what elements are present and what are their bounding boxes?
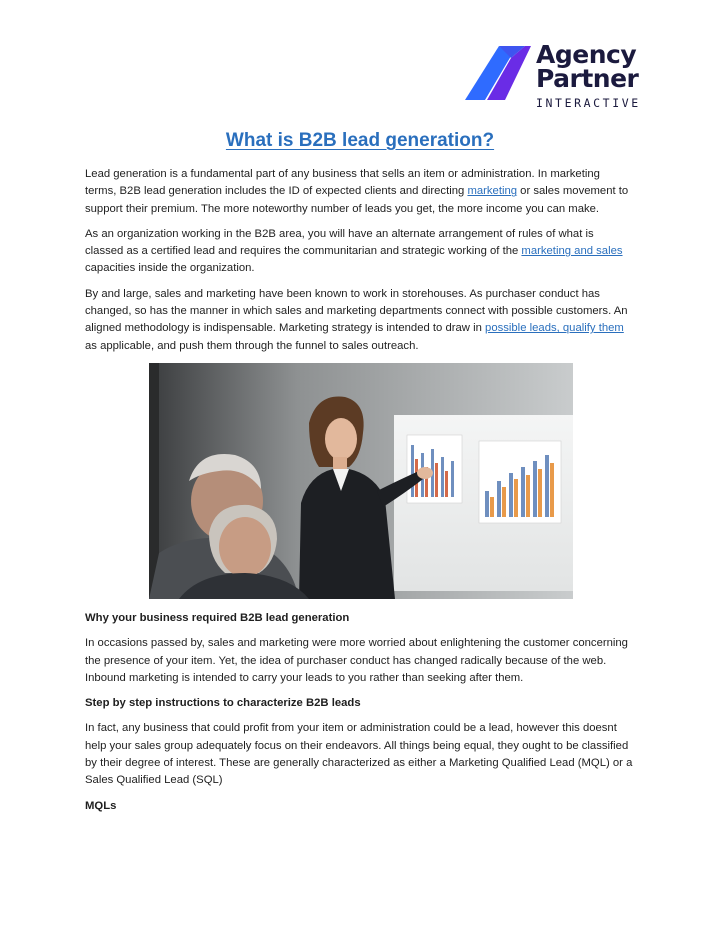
logo-word-agency: Agency (536, 40, 637, 69)
paragraph-text: or sales movement to support their premium. The more noteworthy number of leads you get, the more income you can make. (85, 185, 629, 215)
paragraph-b2b-area (85, 226, 633, 278)
page-title: What is B2B lead generation? (225, 130, 495, 151)
paragraph-mql-sql: In fact, any business that could profit from your item or administration could be a lead, however this doesnt help your sales group adequately focus on their endeavors. All things being equal, they ought to be classified by their degree of interest. These are generally characterized as either a Marketing Qualified Lead (MQL) or a Sales Qualified Lead (SQL) (85, 722, 633, 787)
paragraph-text: capacities inside the organization. (85, 262, 255, 275)
paragraph-storehouses (85, 286, 633, 355)
paragraph-text: as applicable, and push them through the funnel to sales outreach. (85, 339, 419, 352)
logo-word-partner: Partner (536, 64, 639, 93)
paragraph-text: Lead generation is a fundamental part of any business that sells an item or administration. In marketing terms, B2B lead generation includes the ID of expected clients and directing (85, 168, 600, 198)
agency-partner-logo (465, 42, 640, 114)
marketing-link[interactable]: marketing (467, 185, 518, 198)
paragraph-intro (85, 166, 633, 218)
paragraph-inbound: In occasions passed by, sales and marketing were more worried about enlightening the customer concerning the presence of your item. Yet, the idea of purchaser conduct has changed radically because of the web. Inbound marketing is intended to carry your leads to you rather than seeking after them. (85, 637, 628, 684)
article-body (85, 166, 633, 823)
logo-mark-icon (465, 42, 535, 102)
possible-leads-link[interactable]: possible leads, qualify them (485, 322, 624, 335)
heading-characterize-leads: Step by step instructions to characterize B2B leads (85, 697, 361, 710)
paragraph-text: As an organization working in the B2B area, you will have an alternate arrangement of rules of what is classed as a certified lead and requires the communitarian and strategic working of the (85, 227, 594, 258)
paragraph-text: By and large, sales and marketing have been known to work in storehouses. As purchaser conduct has changed, so has the manner in which sales and marketing departments connect with possible customers. An aligned methodology is indispensable. Marketing strategy is intended to draw in (85, 287, 628, 335)
presentation-photo (149, 363, 573, 599)
heading-mqls: MQLs (85, 799, 117, 812)
heading-why-b2b: Why your business required B2B lead generation (85, 611, 350, 624)
logo-word-interactive: INTERACTIVE (536, 96, 641, 110)
marketing-and-sales-link[interactable]: marketing and sales (521, 245, 623, 258)
